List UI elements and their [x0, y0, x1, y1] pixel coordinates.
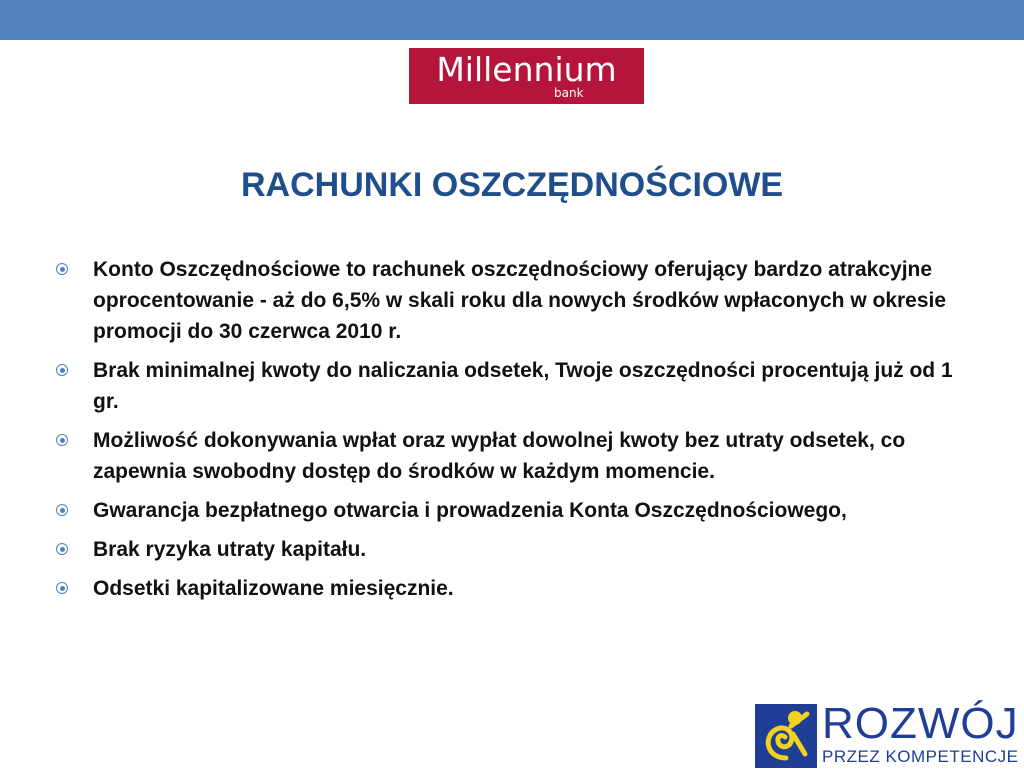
bullet-item	[56, 355, 976, 417]
bullet-text: Konto Oszczędnościowe to rachunek oszczędnościowy oferujący bardzo atrakcyjne oprocentowanie - aż do 6,5% w skali roku dla nowych środków wpłaconych w okresie promocji do 30 czerwca 2010 r.	[93, 258, 947, 343]
slide-title: RACHUNKI OSZCZĘDNOŚCIOWE	[241, 166, 784, 204]
bullet-item	[56, 495, 976, 526]
bullet-text: Brak minimalnej kwoty do naliczania odsetek, Twoje oszczędności procentują już od 1 gr.	[93, 359, 953, 413]
circle-bullet-icon	[56, 263, 68, 275]
bullet-item	[56, 425, 976, 487]
top-bar	[0, 0, 1024, 40]
millennium-logo	[409, 48, 644, 104]
rozwoj-logo	[755, 700, 1024, 768]
bullet-text: Gwarancja bezpłatnego otwarcia i prowadzenia Konta Oszczędnościowego,	[93, 499, 847, 522]
bullet-item	[56, 534, 976, 565]
circle-bullet-icon	[56, 434, 68, 446]
rozwoj-subtitle: PRZEZ KOMPETENCJE	[822, 747, 1019, 766]
rozwoj-title: ROZWÓJ	[822, 699, 1019, 748]
logo-sub: bank	[554, 86, 584, 100]
sun-figure-icon	[755, 704, 817, 768]
bullet-text: Możliwość dokonywania wpłat oraz wypłat dowolnej kwoty bez utraty odsetek, co zapewnia swobodny dostęp do środków w każdym momencie.	[93, 429, 906, 483]
bullet-item	[56, 573, 976, 604]
circle-bullet-icon	[56, 543, 68, 555]
circle-bullet-icon	[56, 504, 68, 516]
circle-bullet-icon	[56, 364, 68, 376]
bullet-list	[56, 254, 976, 612]
circle-bullet-icon	[56, 582, 68, 594]
bullet-text: Brak ryzyka utraty kapitału.	[93, 538, 367, 561]
bullet-item	[56, 254, 976, 347]
bullet-text: Odsetki kapitalizowane miesięcznie.	[93, 577, 454, 600]
logo-name: Millennium	[436, 50, 617, 89]
